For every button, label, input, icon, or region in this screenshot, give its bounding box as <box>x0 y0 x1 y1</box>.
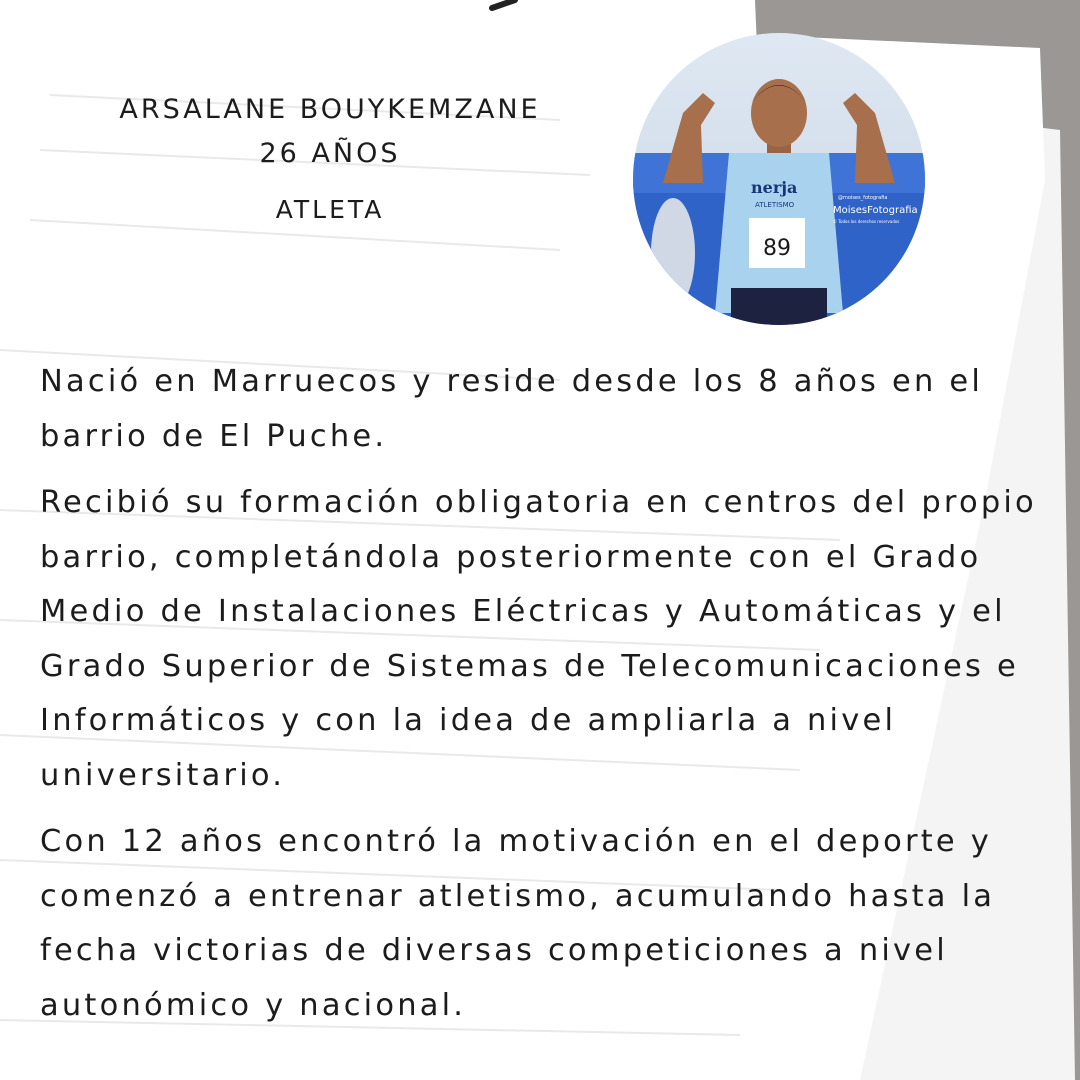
bib-brand: nerja <box>751 178 798 197</box>
bib-number: 89 <box>763 236 791 261</box>
bio-paragraph: Nació en Marruecos y reside desde los 8 años en el barrio de El Puche. <box>40 364 984 454</box>
profile-header <box>60 88 600 232</box>
athlete-photo-illustration <box>633 33 925 325</box>
pen-stroke <box>492 0 515 8</box>
athlete-head <box>751 79 807 147</box>
biography <box>40 355 1070 1045</box>
athlete-photo <box>633 33 925 325</box>
watermark-handle: @moises_fotografia <box>838 195 888 201</box>
watermark-rights: © Todos los derechos reservados <box>833 219 900 224</box>
athlete-age: 26 AÑOS <box>259 138 401 169</box>
bib-subtitle: ATLETISMO <box>755 201 795 209</box>
athlete-shorts <box>731 288 827 325</box>
athlete-name: ARSALANE BOUYKEMZANE <box>119 94 541 125</box>
bio-paragraph: Recibió su formación obligatoria en centros del propio barrio, completándola posteriormente con el Grado Medio de Instalaciones Eléctricas y Automáticas y el Grado Superior de Sistemas de Telecomunicaciones e Informáticos y con la idea de ampliarla a nivel universitario. <box>40 485 1037 793</box>
bio-paragraph: Con 12 años encontró la motivación en el deporte y comenzó a entrenar atletismo, acumulando hasta la fecha victorias de diversas competiciones a nivel autonómico y nacional. <box>40 824 996 1023</box>
watermark-name: MoisesFotografia <box>833 205 918 216</box>
athlete-role: ATLETA <box>275 195 385 224</box>
